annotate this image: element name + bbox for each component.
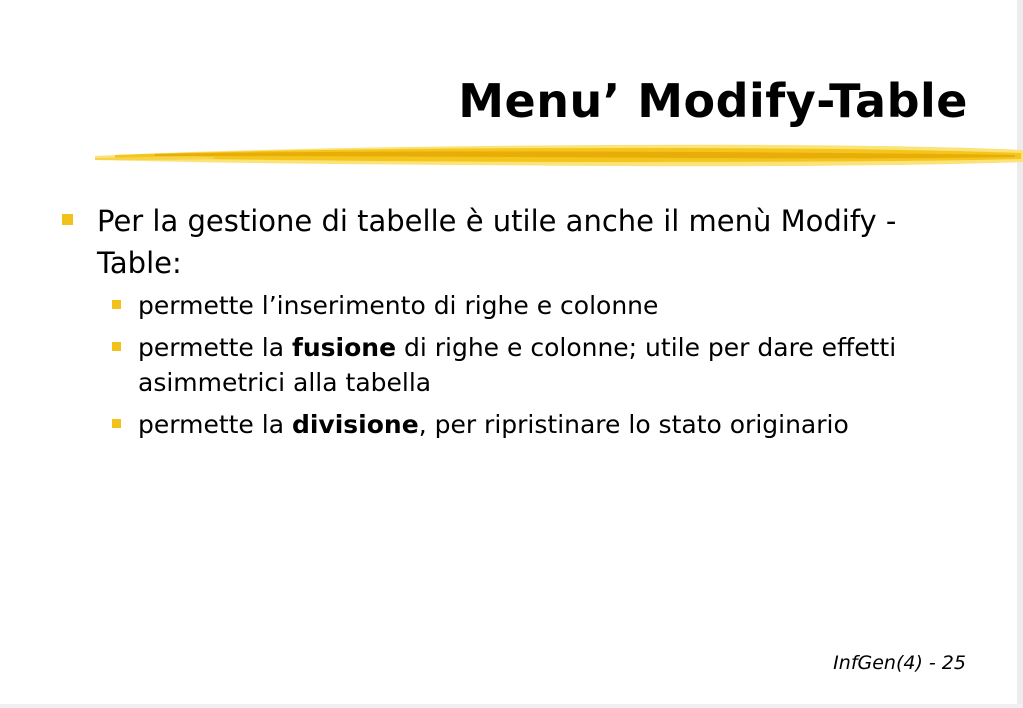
slide-footer-page-number: InfGen(4) - 25	[833, 652, 966, 674]
sub-bullet-text-post: di righe e colonne; utile per dare effetti asimmetrici alla tabella	[138, 333, 897, 397]
sub-bullet-list	[60, 288, 990, 442]
sub-bullet-text-pre: permette la	[138, 410, 292, 439]
square-bullet-icon	[62, 214, 73, 225]
slide-title: Menu’ Modify-Table	[458, 74, 968, 128]
sub-bullet-text: permette l’inserimento di righe e colonne	[138, 291, 659, 320]
square-bullet-icon	[112, 342, 121, 351]
bullet-item	[60, 200, 990, 284]
sub-bullet-item	[100, 407, 990, 442]
sub-bullet-bold-term: divisione	[291, 410, 419, 439]
sub-bullet-item	[100, 288, 990, 323]
sub-bullet-text-pre: permette la	[138, 333, 292, 362]
square-bullet-icon	[112, 300, 121, 309]
sub-bullet-text-post: , per ripristinare lo stato originario	[418, 410, 849, 439]
slide-bottom-border	[0, 704, 1023, 708]
slide-content	[60, 200, 990, 449]
slide-right-border	[1017, 0, 1023, 708]
sub-bullet-item	[100, 330, 990, 400]
bullet-text: Per la gestione di tabelle è utile anche il menù Modify - Table:	[97, 204, 897, 280]
square-bullet-icon	[112, 419, 121, 428]
title-highlight-underline	[95, 138, 1023, 172]
sub-bullet-bold-term: fusione	[291, 333, 397, 362]
